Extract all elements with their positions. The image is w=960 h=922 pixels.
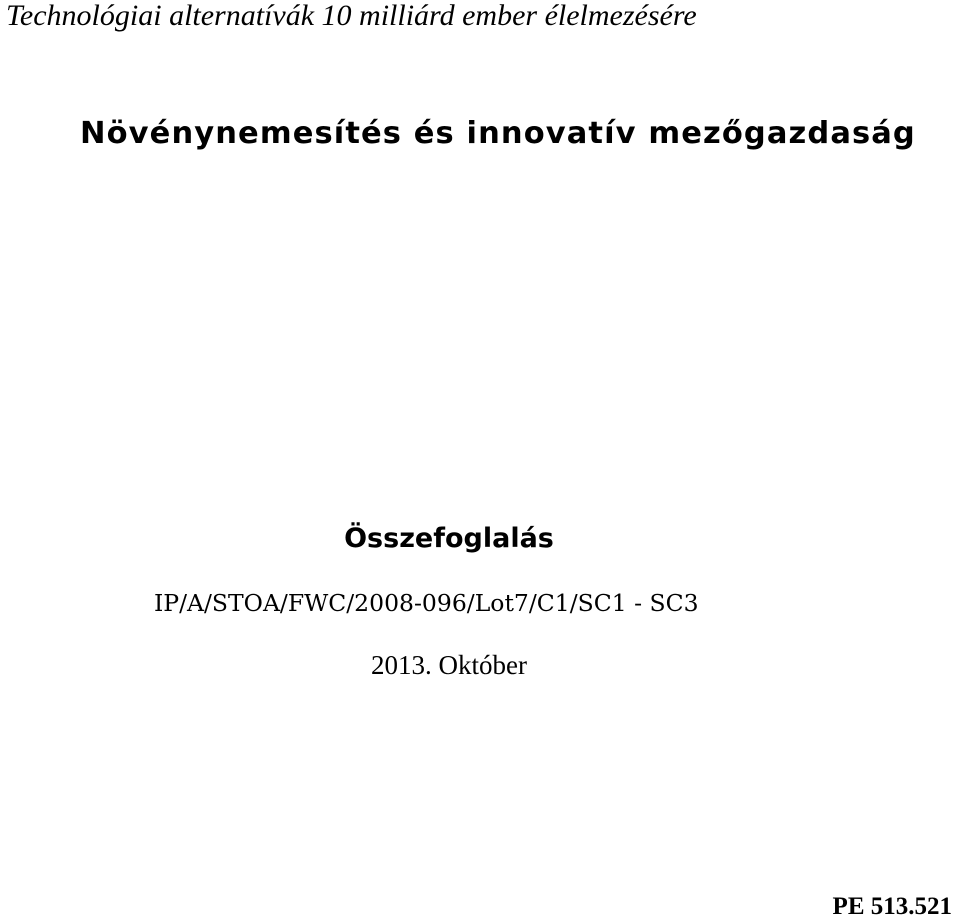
document-title: Technológiai alternatívák 10 milliárd ember élelmezésére xyxy=(6,0,697,32)
publication-date: 2013. Október xyxy=(371,650,527,680)
pe-number: PE 513.521 xyxy=(832,893,952,920)
reference-code: IP/A/STOA/FWC/2008-096/Lot7/C1/SC1 - SC3 xyxy=(154,589,699,617)
document-type-heading: Összefoglalás xyxy=(344,523,554,554)
document-subtitle: Növénynemesítés és innovatív mezőgazdaság xyxy=(80,116,916,151)
